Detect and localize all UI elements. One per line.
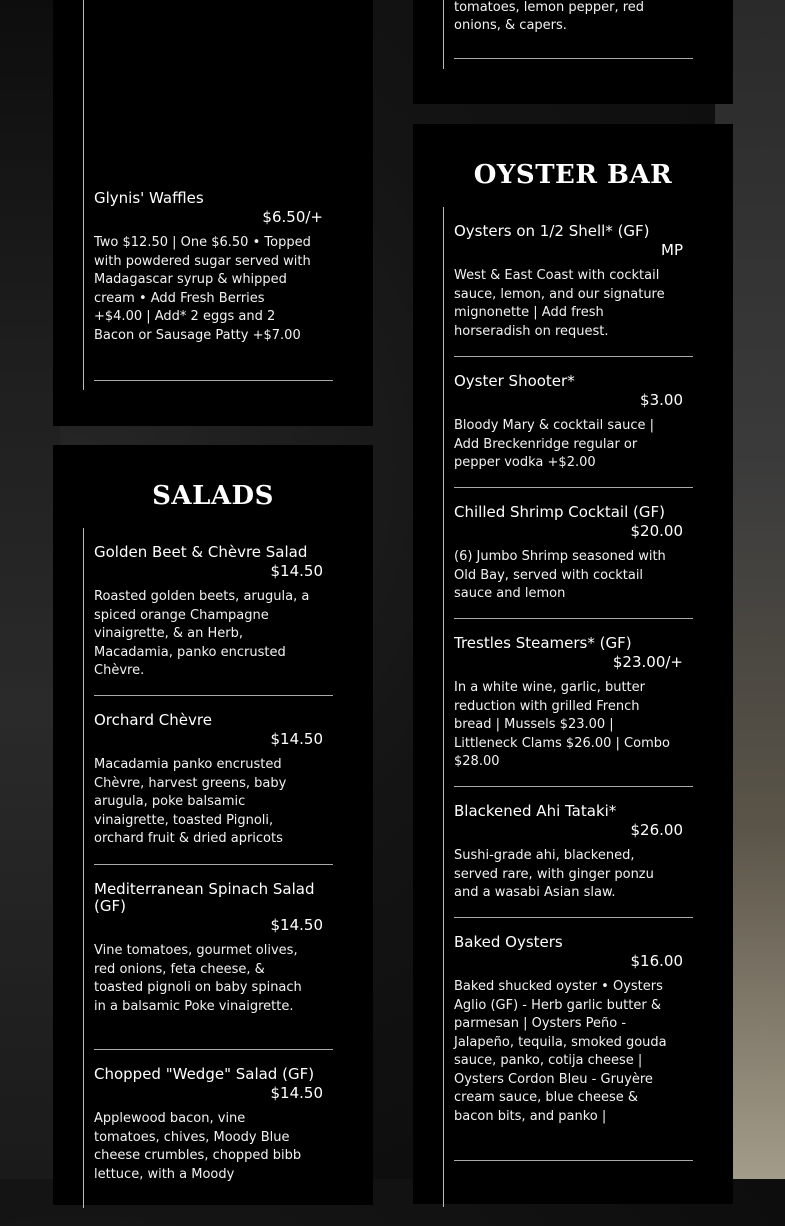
menu-item	[94, 1066, 333, 1226]
item-price: $20.00	[630, 522, 683, 540]
menu-item	[94, 190, 333, 381]
item-description: Roasted golden beets, arugula, a spiced orange Champagne vinaigrette, & an Herb, Macadamia, panko encrusted Chèvre.	[94, 589, 310, 678]
menu-item	[94, 544, 333, 696]
item-price: $14.50	[270, 562, 323, 580]
item-name: Baked Oysters	[454, 933, 563, 951]
item-price: $3.00	[640, 391, 683, 409]
item-name: Trestles Steamers* (GF)	[454, 634, 632, 652]
menu-item	[454, 373, 693, 488]
item-description: Macadamia panko encrusted Chèvre, harvest greens, baby arugula, poke balsamic vinaigrette, toasted Pignoli, orchard fruit & dried apricots	[94, 757, 287, 846]
menu-item	[454, 635, 693, 787]
section-title: SALADS	[152, 481, 274, 511]
item-description: Sushi-grade ahi, blackened, served rare, with ginger ponzu and a wasabi Asian slaw.	[454, 848, 654, 900]
item-name: Orchard Chèvre	[94, 711, 212, 729]
item-price: $14.50	[270, 730, 323, 748]
item-description: Applewood bacon, vine tomatoes, chives, Moody Blue cheese crumbles, chopped bibb lettuce, with a Moody	[94, 1111, 302, 1182]
salads-list	[83, 528, 334, 1208]
item-name: Blackened Ahi Tataki*	[454, 802, 617, 820]
item-description: West & East Coast with cocktail sauce, lemon, and our signature mignonette | Add fresh horseradish on request.	[454, 268, 665, 339]
item-name: Chopped "Wedge" Salad (GF)	[94, 1065, 315, 1083]
section-title: OYSTER BAR	[473, 160, 673, 190]
item-name: Glynis' Waffles	[94, 189, 204, 207]
salads-card	[53, 445, 373, 1205]
menu-item	[454, 223, 693, 357]
oyster-bar-card	[413, 124, 733, 1204]
item-description: Vine tomatoes, gourmet olives, red onions, feta cheese, & toasted pignoli on baby spinach in a balsamic Poke vinaigrette.	[94, 943, 302, 1014]
item-name: Oyster Shooter*	[454, 372, 575, 390]
item-name: Chilled Shrimp Cocktail (GF)	[454, 503, 665, 521]
background-left	[0, 0, 60, 1179]
item-price: $16.00	[630, 952, 683, 970]
item-description: (6) Jumbo Shrimp seasoned with Old Bay, served with cocktail sauce and lemon	[454, 549, 666, 601]
item-name: Golden Beet & Chèvre Salad	[94, 543, 308, 561]
item-price: $14.50	[270, 916, 323, 934]
item-description: In a white wine, garlic, butter reduction with grilled French bread | Mussels $23.00 | Littleneck Clams $26.00 | Combo $28.00	[454, 680, 670, 769]
item-name: Mediterranean Spinach Salad (GF)	[94, 880, 315, 915]
partial-menu-card	[413, 0, 733, 104]
item-price: MP	[661, 241, 683, 259]
partial-list	[443, 0, 694, 69]
item-price: $14.50	[270, 1084, 323, 1102]
item-price: $26.00	[630, 821, 683, 839]
item-price: $23.00/+	[612, 653, 683, 671]
menu-item	[94, 881, 333, 1050]
item-description: tomatoes, lemon pepper, red onions, & capers.	[454, 0, 645, 33]
breakfast-card	[53, 0, 373, 426]
item-price: $6.50/+	[262, 208, 323, 226]
menu-item	[454, 504, 693, 619]
breakfast-list	[83, 0, 334, 390]
item-description: Two $12.50 | One $6.50 • Topped with powdered sugar served with Madagascar syrup & whipped cream • Add Fresh Berries +$4.00 | Add* 2 eggs and 2 Bacon or Sausage Patty +$7.00	[94, 235, 311, 343]
item-description: Baked shucked oyster • Oysters Aglio (GF) - Herb garlic butter & parmesan | Oysters Peño - Jalapeño, tequila, smoked gouda sauce, panko, cotija cheese | Oysters Cordon Bleu - Gruyère cream sauce, blue cheese & bacon bits, and panko |	[454, 979, 667, 1124]
item-name: Oysters on 1/2 Shell* (GF)	[454, 222, 650, 240]
menu-item	[454, 0, 693, 59]
oyster-bar-list	[443, 207, 694, 1207]
item-description: Bloody Mary & cocktail sauce | Add Breckenridge regular or pepper vodka +$2.00	[454, 418, 654, 470]
menu-item	[454, 934, 693, 1161]
menu-item	[94, 712, 333, 865]
menu-item	[454, 803, 693, 918]
